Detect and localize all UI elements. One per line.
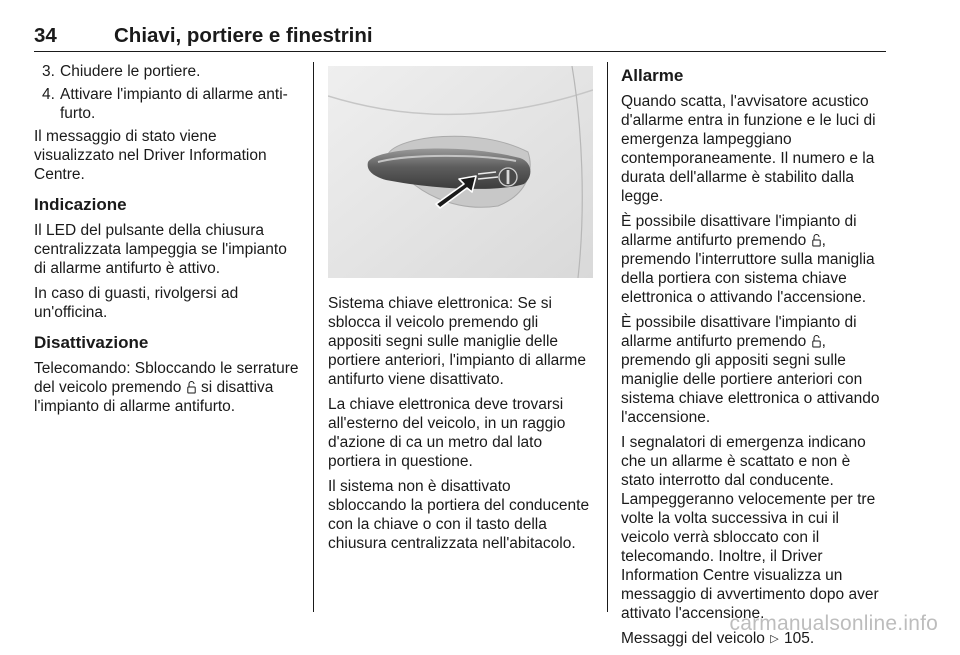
unlock-icon <box>187 380 196 394</box>
page-title: Chiavi, portiere e finestrini <box>114 24 373 47</box>
page-reference-link[interactable]: 105. <box>783 630 815 647</box>
paragraph-sistema: Il sistema non è disattivato sbloccando la portiera del conducente con la chiave o con il tasto della chiusura centralizzata nell'abitacolo. <box>328 478 590 552</box>
paragraph-scatta: Quando scatta, l'avvisatore acustico d'allarme entra in funzione e le luci di emergenza lampeggiano contemporaneamente. Il numero e la durata dell'allarme è stabilito dalla legge. <box>621 93 876 205</box>
column-3 <box>621 62 886 655</box>
figure-caption: Sistema chiave elettronica: Se si sblocca il veicolo premendo gli appositi segni sulle maniglie delle portiere anteriori, l'impianto di allarme antifurto viene disattivato. <box>328 295 586 388</box>
step-text: Chiudere le portiere. <box>60 63 201 80</box>
paragraph-possibile-1 <box>621 212 886 307</box>
column-divider-1 <box>313 62 314 612</box>
heading-allarme: Allarme <box>621 66 684 85</box>
step-number: 3. <box>42 63 55 80</box>
page-number: 34 <box>34 24 57 47</box>
unlock-icon <box>812 334 821 348</box>
text-part: Messaggi del veicolo <box>621 630 765 647</box>
column-1 <box>34 62 299 422</box>
paragraph-guasti: In caso di guasti, rivolgersi ad un'officina. <box>34 285 239 321</box>
paragraph-segnalatori: I segnalatori di emergenza indicano che un allarme è scattato e non è stato interrotto dal conducente. Lampeggeranno velocemente per tre volte la volta successiva in cui il veicolo verrà sbloccato con il telecomando. Inoltre, il Driver Information Centre visualizza un messaggio di avvertimento dopo aver attivato l'accensione. <box>621 434 879 622</box>
paragraph-status-message: Il messaggio di stato viene visualizzato nel Driver Information Centre. <box>34 128 267 183</box>
paragraph-telecomando <box>34 359 299 416</box>
step-item <box>34 62 299 81</box>
watermark: carmanualsonline.info <box>729 612 938 635</box>
text-part: Telecomando: Sbloccando le serrature del veicolo premendo <box>34 360 299 396</box>
text-part: , premendo gli appositi segni sulle maniglie delle portiere anteriori con sistema chiave elettronica o attivando l'accensione. <box>621 333 880 426</box>
paragraph-possibile-2 <box>621 313 886 427</box>
text-part: È possibile disattivare l'impianto di allarme antifurto premendo <box>621 314 857 350</box>
step-item <box>34 85 299 123</box>
steps-list <box>34 62 299 123</box>
page-header <box>34 25 886 52</box>
column-divider-2 <box>607 62 608 612</box>
text-part: , premendo l'interruttore sulla maniglia della portiera con sistema chiave elettronica o attivando l'accensione. <box>621 232 875 306</box>
triangle-right-icon: ▷ <box>770 633 779 645</box>
paragraph-led: Il LED del pulsante della chiusura centralizzata lampeggia se l'impianto di allarme antifurto è attivo. <box>34 222 287 277</box>
step-number: 4. <box>42 86 55 103</box>
text-part: si disattiva l'impianto di allarme antifurto. <box>34 379 274 415</box>
column-2 <box>328 62 593 559</box>
heading-disattivazione: Disattivazione <box>34 333 149 352</box>
heading-indicazione: Indicazione <box>34 195 127 214</box>
step-text: Attivare l'impianto di allarme anti-furto. <box>60 86 288 122</box>
text-part: È possibile disattivare l'impianto di allarme antifurto premendo <box>621 213 857 249</box>
paragraph-raggio: La chiave elettronica deve trovarsi all'esterno del veicolo, in un raggio d'azione di ca un metro dal lato portiera in questione. <box>328 396 566 470</box>
door-handle-illustration <box>328 66 593 278</box>
unlock-icon <box>812 233 821 247</box>
